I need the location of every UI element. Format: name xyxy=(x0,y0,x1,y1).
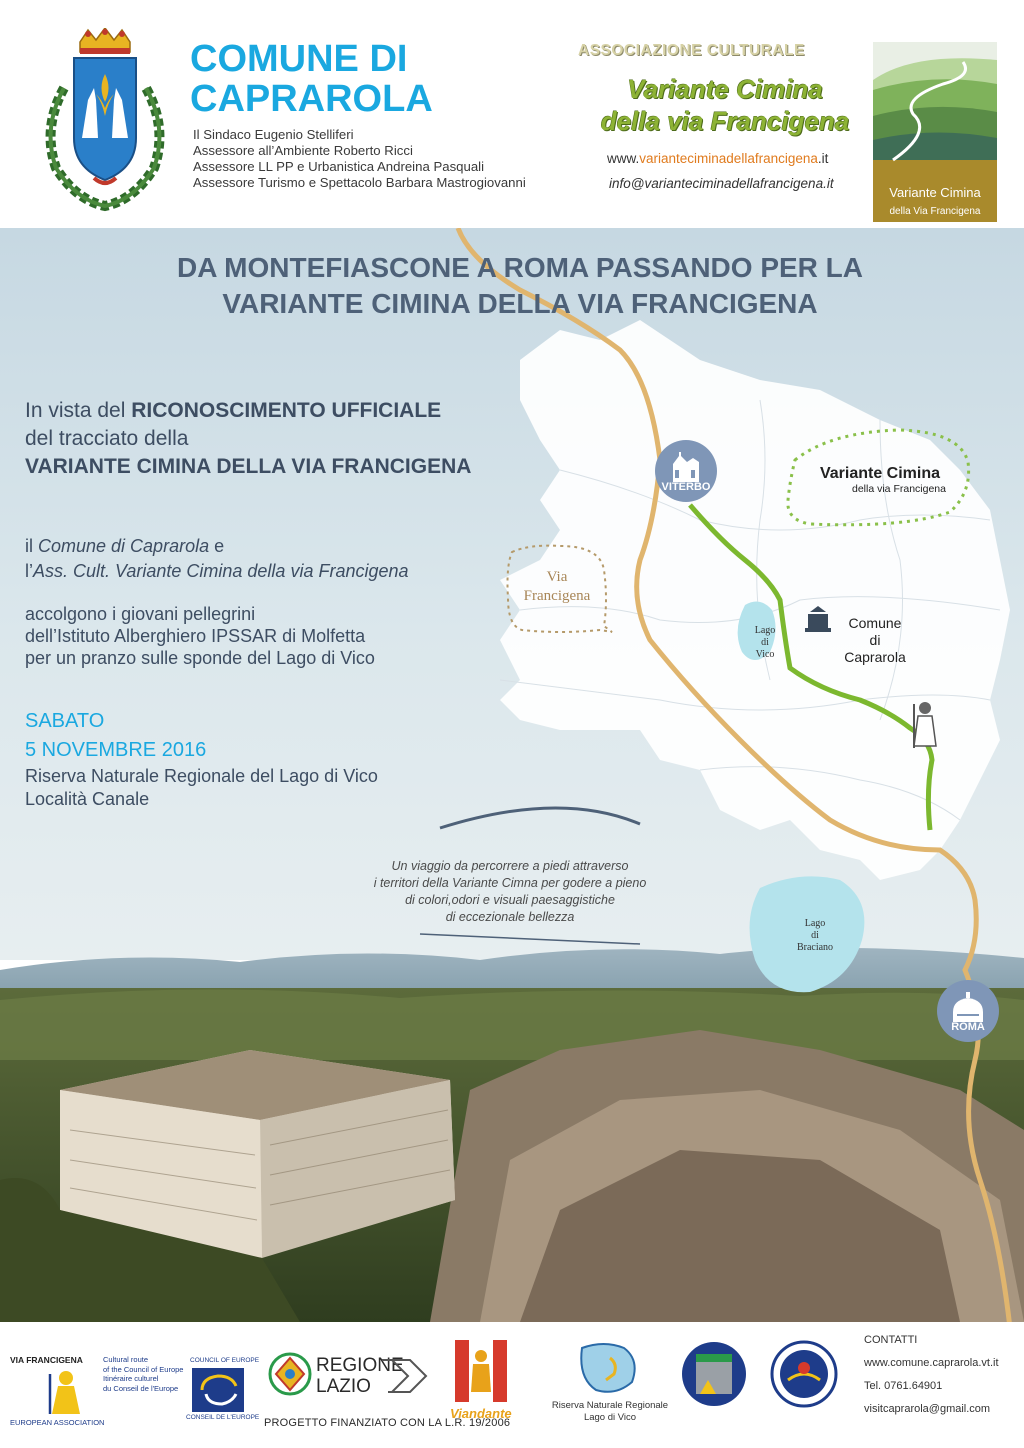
logo-text-line1: Variante Cimina xyxy=(889,185,981,200)
quote-line2: i territori della Variante Cimna per godere a pieno xyxy=(373,876,647,890)
conseil-de-europe-label: CONSEIL DE L'EUROPE xyxy=(186,1414,260,1421)
lago-bracciano-label xyxy=(790,918,840,954)
caprarola-crest-icon xyxy=(36,28,174,213)
quote-line3: di colori,odori e visuali paesaggistiche xyxy=(405,893,615,907)
official-environment: Assessore all’Ambiente Roberto Ricci xyxy=(193,143,413,158)
comune-caprarola-map-label xyxy=(835,615,915,666)
intro-prefix: In vista del xyxy=(25,399,132,422)
lago-vico-line2: di xyxy=(761,637,769,648)
council-of-europe-label: COUNCIL OF EUROPE xyxy=(190,1357,260,1364)
contacts-email-link[interactable]: visitcaprarola@gmail.com xyxy=(864,1403,991,1415)
main-title xyxy=(0,250,1024,322)
roma-label: ROMA xyxy=(951,1021,985,1033)
welcome-line2: dell’Istituto Alberghiero IPSSAR di Molfetta xyxy=(25,626,366,646)
regione-lazio-arrows-icon xyxy=(380,1356,428,1394)
official-public-works: Assessore LL PP e Urbanistica Andreina Pasquali xyxy=(193,159,485,174)
association-label: ASSOCIAZIONE CULTURALE xyxy=(578,42,805,59)
vf-line3: Itinéraire culturel xyxy=(103,1374,159,1383)
hosts-line2 xyxy=(25,559,409,584)
main-title-line1: DA MONTEFIASCONE A ROMA PASSANDO PER LA xyxy=(176,252,863,283)
welcome-line1: accolgono i giovani pellegrini xyxy=(25,604,256,624)
intro-line3: VARIANTE CIMINA DELLA VIA FRANCIGENA xyxy=(25,455,472,478)
contacts-title: CONTATTI xyxy=(864,1334,918,1346)
contacts-website-link[interactable]: www.comune.caprarola.vt.it xyxy=(864,1357,999,1369)
comune-title-line1: COMUNE DI xyxy=(190,38,408,80)
viandante-logo-icon xyxy=(455,1340,507,1402)
reserve-label xyxy=(540,1400,680,1424)
viandante-label: Viandante xyxy=(450,1406,512,1421)
council-of-europe-logo-icon xyxy=(192,1368,244,1412)
rete-dei-cammini-logo-icon xyxy=(680,1340,748,1408)
vf-line4: du Conseil de l'Europe xyxy=(103,1383,179,1393)
association-email-link[interactable]: info@varianteciminadellafrancigena.it xyxy=(609,176,834,191)
welcome-line3: per un pranzo sulle sponde del Lago di Vico xyxy=(25,648,375,668)
comune-title xyxy=(190,40,433,118)
intro-block xyxy=(25,397,471,481)
vf-line1: Cultural route xyxy=(103,1355,149,1364)
roma-badge xyxy=(937,980,999,1042)
reserve-line2: Lago di Vico xyxy=(583,1412,637,1423)
contacts-block xyxy=(864,1334,999,1426)
via-francigena-logo-text xyxy=(103,1355,183,1393)
association-name-line2: della via Francigena xyxy=(600,106,850,136)
contacts-phone: Tel. 0761.64901 xyxy=(864,1380,943,1392)
pilgrim-logo-icon xyxy=(36,1368,96,1416)
official-mayor: Il Sindaco Eugenio Stelliferi xyxy=(193,127,354,142)
website-suffix: .it xyxy=(817,151,829,166)
via-francigena-association: EUROPEAN ASSOCIATION xyxy=(10,1418,105,1427)
variante-cimina-logo xyxy=(873,42,997,222)
regione-line2: LAZIO xyxy=(316,1376,371,1397)
lago-vico-line3: Vico xyxy=(755,649,775,660)
event-date xyxy=(25,707,206,765)
comune-map-line2: di xyxy=(869,632,881,648)
comune-map-line1: Comune xyxy=(848,615,902,631)
logo-text-line2: della Via Francigena xyxy=(889,206,981,217)
lago-vico-reserve-logo-icon xyxy=(574,1338,646,1398)
lago-bracciano-line3: Braciano xyxy=(796,942,834,953)
hosts-line1 xyxy=(25,534,409,559)
regione-lazio-emblem-icon xyxy=(268,1352,312,1396)
funding-note: PROGETTO FINANZIATO CON LA L.R. 19/2006 xyxy=(264,1417,511,1429)
intro-line1 xyxy=(25,397,471,425)
vf-line2: of the Council of Europe xyxy=(103,1364,184,1374)
hosts-line1-pre: il xyxy=(25,536,38,556)
hosts-association: Ass. Cult. Variante Cimina della via Francigena xyxy=(33,561,409,581)
decorative-arc xyxy=(440,808,640,828)
intro-line2: del tracciato della xyxy=(25,427,189,450)
via-francigena-line1: Via xyxy=(546,569,568,585)
welcome-block xyxy=(25,603,375,669)
viterbo-label: VITERBO xyxy=(661,481,711,493)
website-prefix: www. xyxy=(607,151,640,166)
quote-line4: di eccezionale bellezza xyxy=(445,910,575,924)
comune-title-line2: CAPRAROLA xyxy=(190,78,433,120)
variante-callout-label xyxy=(814,465,946,495)
quote-block xyxy=(360,858,660,926)
variante-callout-line2: della via Francigena xyxy=(852,483,946,495)
officials-list xyxy=(193,127,526,191)
lago-bracciano-line1: Lago xyxy=(804,918,826,929)
association-website-link[interactable] xyxy=(607,151,828,166)
regione-line1: REGIONE xyxy=(316,1355,404,1376)
hosts-comune: Comune di Caprarola xyxy=(38,536,210,556)
event-full-date: 5 NOVEMBRE 2016 xyxy=(25,739,207,761)
association-name-line1: Variante Cimina xyxy=(627,74,823,104)
website-domain: varianteciminadellafrancigena xyxy=(639,151,818,166)
main-title-line2: VARIANTE CIMINA DELLA VIA FRANCIGENA xyxy=(222,288,818,319)
hosts-line2-pre: l’ xyxy=(25,561,33,581)
event-day: SABATO xyxy=(25,710,105,732)
via-francigena-line2: Francigena xyxy=(523,588,591,604)
header xyxy=(0,0,1024,228)
variante-callout-line1: Variante Cimina xyxy=(819,465,941,482)
hosts-line1-post: e xyxy=(209,536,225,556)
via-francigena-logo-title: VIA FRANCIGENA xyxy=(10,1355,83,1365)
via-francigena-callout-label xyxy=(512,568,602,606)
hosts-block xyxy=(25,534,409,584)
decorative-underline xyxy=(420,934,640,944)
reserve-line1: Riserva Naturale Regionale xyxy=(551,1400,669,1411)
ipssar-logo-icon xyxy=(770,1340,838,1408)
lago-vico-line1: Lago xyxy=(754,625,776,636)
comune-map-line3: Caprarola xyxy=(844,649,906,665)
lago-bracciano-line2: di xyxy=(811,930,819,941)
lago-vico-label xyxy=(750,625,780,661)
event-place-line2: Località Canale xyxy=(25,789,150,809)
event-place-line1: Riserva Naturale Regionale del Lago di Vico xyxy=(25,766,378,786)
viterbo-badge xyxy=(655,440,717,502)
quote-line1: Un viaggio da percorrere a piedi attraverso xyxy=(391,859,629,873)
association-name xyxy=(585,73,865,137)
intro-bold: RICONOSCIMENTO UFFICIALE xyxy=(131,399,442,422)
event-place xyxy=(25,765,378,811)
official-tourism: Assessore Turismo e Spettacolo Barbara Mastrogiovanni xyxy=(193,175,526,190)
